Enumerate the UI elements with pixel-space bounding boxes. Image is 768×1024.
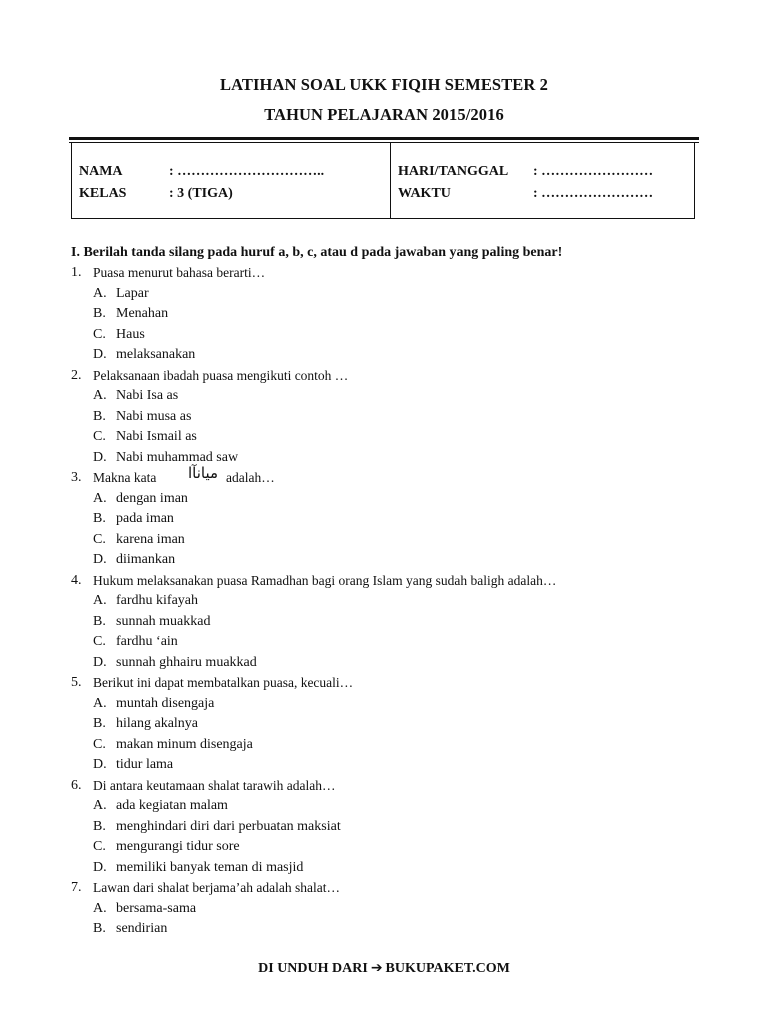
option-letter[interactable]: A.: [93, 490, 107, 506]
option-text: makan minum disengaja: [116, 736, 253, 752]
answer-option[interactable]: [0, 409, 768, 429]
kelas-value: : 3 (TIGA): [169, 186, 233, 201]
section-instruction: I. Berilah tanda silang pada huruf a, b, c, atau d pada jawaban yang paling benar!: [71, 245, 563, 260]
answer-option[interactable]: [0, 429, 768, 449]
option-letter[interactable]: C.: [93, 429, 106, 444]
option-letter[interactable]: B.: [93, 613, 106, 629]
question-item: [0, 464, 768, 490]
answer-option[interactable]: [0, 450, 768, 470]
waktu-label: WAKTU: [398, 186, 451, 201]
option-letter[interactable]: A.: [93, 388, 107, 403]
question-text: Pelaksanaan ibadah puasa mengikuti contoh …: [93, 367, 349, 383]
question-text: Hukum melaksanakan puasa Ramadhan bagi orang Islam yang sudah baligh adalah…: [93, 572, 557, 588]
hari-tanggal-label: HARI/TANGGAL: [398, 164, 509, 179]
option-letter[interactable]: C.: [93, 531, 106, 547]
answer-option[interactable]: [0, 491, 768, 511]
option-text: Nabi Ismail as: [116, 429, 197, 444]
answer-option[interactable]: [0, 798, 768, 818]
option-text: dengan iman: [116, 490, 188, 506]
footer-source-label: DI UNDUH DARI: [258, 961, 368, 976]
answer-option[interactable]: [0, 327, 768, 347]
option-letter[interactable]: A.: [93, 285, 107, 301]
info-box-divider: [390, 143, 391, 218]
answer-option[interactable]: [0, 716, 768, 736]
option-text: fardhu kifayah: [116, 593, 199, 608]
question-number: 7.: [71, 880, 82, 895]
option-text: sunnah muakkad: [116, 613, 211, 629]
option-letter[interactable]: D.: [93, 859, 107, 875]
option-letter[interactable]: D.: [93, 347, 107, 362]
option-text: Nabi Isa as: [116, 388, 179, 403]
answer-option[interactable]: [0, 593, 768, 613]
option-letter[interactable]: D.: [93, 449, 107, 465]
option-letter[interactable]: D.: [93, 757, 107, 772]
header-rule-thick: [69, 137, 699, 140]
question-item: [0, 778, 768, 798]
option-text: tidur lama: [116, 757, 174, 772]
option-text: karena iman: [116, 531, 185, 547]
answer-option[interactable]: [0, 860, 768, 880]
question-text: Berikut ini dapat membatalkan puasa, kecuali…: [93, 675, 354, 690]
option-text: Nabi muhammad saw: [116, 449, 239, 465]
answer-option[interactable]: [0, 655, 768, 675]
option-text: mengurangi tidur sore: [116, 839, 240, 854]
option-letter[interactable]: C.: [93, 634, 106, 649]
answer-option[interactable]: [0, 614, 768, 634]
answer-option[interactable]: [0, 511, 768, 531]
option-text: bersama-sama: [116, 900, 197, 916]
option-text: Menahan: [116, 306, 169, 321]
student-info-box: [71, 143, 695, 219]
answer-option[interactable]: [0, 286, 768, 306]
option-letter[interactable]: B.: [93, 408, 106, 424]
question-item: [0, 368, 768, 388]
option-text: diimankan: [116, 552, 176, 567]
option-letter[interactable]: C.: [93, 736, 106, 752]
option-letter[interactable]: B.: [93, 921, 106, 936]
option-letter[interactable]: B.: [93, 818, 106, 834]
answer-option[interactable]: [0, 839, 768, 859]
nama-label: NAMA: [79, 164, 123, 179]
question-number: 1.: [71, 265, 82, 280]
answer-option[interactable]: [0, 306, 768, 326]
footer-source-site: BUKUPAKET.COM: [385, 961, 510, 976]
arabic-word: ﻣﻴﺎﻧﺂﺍ: [188, 464, 219, 482]
answer-option[interactable]: [0, 532, 768, 552]
waktu-field[interactable]: : ……………………: [533, 186, 654, 201]
hari-tanggal-field[interactable]: : ……………………: [533, 164, 654, 179]
option-text: Nabi musa as: [116, 408, 192, 424]
footer: [0, 960, 768, 977]
option-text: Haus: [116, 326, 145, 342]
option-letter[interactable]: D.: [93, 654, 107, 670]
option-letter[interactable]: A.: [93, 593, 107, 608]
answer-option[interactable]: [0, 696, 768, 716]
question-item: [0, 880, 768, 900]
nama-field[interactable]: : …………………………..: [169, 164, 325, 179]
option-letter[interactable]: A.: [93, 798, 107, 813]
question-item: [0, 265, 768, 285]
answer-option[interactable]: [0, 757, 768, 777]
option-text: Lapar: [116, 285, 149, 301]
option-text: menghindari diri dari perbuatan maksiat: [116, 818, 341, 834]
option-text: sendirian: [116, 921, 168, 936]
option-letter[interactable]: B.: [93, 716, 106, 731]
answer-option[interactable]: [0, 737, 768, 757]
question-number: 6.: [71, 777, 82, 793]
page-subtitle: TAHUN PELAJARAN 2015/2016: [264, 105, 504, 124]
option-letter[interactable]: C.: [93, 839, 106, 854]
option-text: melaksanakan: [116, 347, 196, 362]
question-number: 3.: [71, 470, 82, 485]
question-number: 5.: [71, 675, 82, 690]
question-text: Makna kata: [93, 470, 157, 485]
question-text: Di antara keutamaan shalat tarawih adalah…: [93, 777, 336, 793]
option-text: muntah disengaja: [116, 695, 215, 711]
option-text: memiliki banyak teman di masjid: [116, 859, 304, 875]
question-number: 2.: [71, 367, 82, 383]
question-text: Puasa menurut bahasa berarti…: [93, 265, 266, 280]
page-title: LATIHAN SOAL UKK FIQIH SEMESTER 2: [219, 75, 549, 94]
option-letter[interactable]: A.: [93, 900, 107, 916]
answer-option[interactable]: [0, 634, 768, 654]
answer-option[interactable]: [0, 901, 768, 921]
answer-option[interactable]: [0, 388, 768, 408]
option-letter[interactable]: C.: [93, 326, 106, 342]
question-text: Lawan dari shalat berjama’ah adalah shalat…: [93, 880, 341, 895]
question-item: [0, 573, 768, 593]
answer-option[interactable]: [0, 552, 768, 572]
question-item: [0, 675, 768, 695]
right-arrow-icon: ➔: [370, 960, 383, 976]
answer-option[interactable]: [0, 819, 768, 839]
kelas-label: KELAS: [79, 186, 127, 201]
option-text: hilang akalnya: [116, 716, 199, 731]
answer-option[interactable]: [0, 921, 768, 941]
option-text: fardhu ‘ain: [116, 634, 178, 649]
option-letter[interactable]: B.: [93, 306, 106, 321]
option-text: sunnah ghhairu muakkad: [116, 654, 257, 670]
option-letter[interactable]: B.: [93, 511, 106, 526]
option-letter[interactable]: D.: [93, 552, 107, 567]
question-number: 4.: [71, 572, 82, 588]
option-text: ada kegiatan malam: [116, 798, 228, 813]
option-text: pada iman: [116, 511, 174, 526]
answer-option[interactable]: [0, 347, 768, 367]
option-letter[interactable]: A.: [93, 695, 107, 711]
question-text-tail: adalah…: [226, 470, 275, 485]
